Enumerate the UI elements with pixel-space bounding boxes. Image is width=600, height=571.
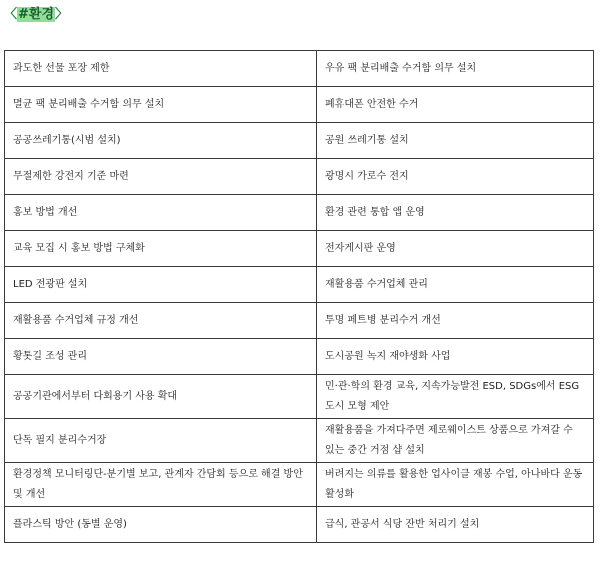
table-cell-right: 공원 쓰레기통 설치 xyxy=(317,123,594,159)
section-heading xyxy=(4,6,68,24)
table-row xyxy=(5,123,594,159)
table-row xyxy=(5,463,594,507)
table-cell-left: 공공기관에서부터 다회용기 사용 확대 xyxy=(5,375,317,419)
table-cell-left: 교육 모집 시 홍보 방법 구체화 xyxy=(5,231,317,267)
table-cell-left: 환경정책 모니터링단-분기별 보고, 관계자 간담회 등으로 해결 방안 및 개선 xyxy=(5,463,317,507)
table-cell-right: 급식, 관공서 식당 잔반 처리기 설치 xyxy=(317,507,594,543)
heading-bracket-open: 〈 xyxy=(4,7,18,22)
table-cell-right: 도시공원 녹지 재야생화 사업 xyxy=(317,339,594,375)
table-row xyxy=(5,159,594,195)
table-row xyxy=(5,303,594,339)
table-row xyxy=(5,51,594,87)
heading-hashtag: #환경 xyxy=(18,7,55,22)
table-cell-right: 버려지는 의류를 활용한 업사이클 재봉 수업, 아나바다 운동 활성화 xyxy=(317,463,594,507)
table-cell-right: 민·관·학의 환경 교육, 지속가능발전 ESD, SDGs에서 ESG 도시 모형 제안 xyxy=(317,375,594,419)
table-cell-right: 재활용품 수거업체 관리 xyxy=(317,267,594,303)
table-row xyxy=(5,339,594,375)
table-cell-left: 황톳길 조성 관리 xyxy=(5,339,317,375)
table-cell-right: 광명시 가로수 전지 xyxy=(317,159,594,195)
table-row xyxy=(5,375,594,419)
table-cell-left: 홍보 방법 개선 xyxy=(5,195,317,231)
table-cell-left: LED 전광판 설치 xyxy=(5,267,317,303)
table-cell-left: 공공쓰레기통(시범 설치) xyxy=(5,123,317,159)
table-cell-left: 무절제한 강전지 기준 마련 xyxy=(5,159,317,195)
table-cell-right: 전자게시판 운영 xyxy=(317,231,594,267)
table-cell-right: 우유 팩 분리배출 수거함 의무 설치 xyxy=(317,51,594,87)
table-cell-left: 플라스틱 방안 (동별 운영) xyxy=(5,507,317,543)
table-cell-right: 환경 관련 통합 앱 운영 xyxy=(317,195,594,231)
table-row xyxy=(5,231,594,267)
table-cell-left: 과도한 선물 포장 제한 xyxy=(5,51,317,87)
table-cell-right: 투명 페트병 분리수거 개선 xyxy=(317,303,594,339)
table-cell-right: 폐휴대폰 안전한 수거 xyxy=(317,87,594,123)
table-cell-left: 재활용품 수거업체 규정 개선 xyxy=(5,303,317,339)
table-row xyxy=(5,267,594,303)
table-row xyxy=(5,87,594,123)
table-row xyxy=(5,419,594,463)
table-cell-left: 멸균 팩 분리배출 수거함 의무 설치 xyxy=(5,87,317,123)
table-cell-right: 재활용품을 가져다주면 제로웨이스트 상품으로 가져갈 수 있는 중간 거점 샵 설치 xyxy=(317,419,594,463)
table-cell-left: 단독 필지 분리수거장 xyxy=(5,419,317,463)
table-row xyxy=(5,507,594,543)
table-row xyxy=(5,195,594,231)
heading-bracket-close: 〉 xyxy=(55,7,69,22)
policy-table xyxy=(4,50,594,543)
